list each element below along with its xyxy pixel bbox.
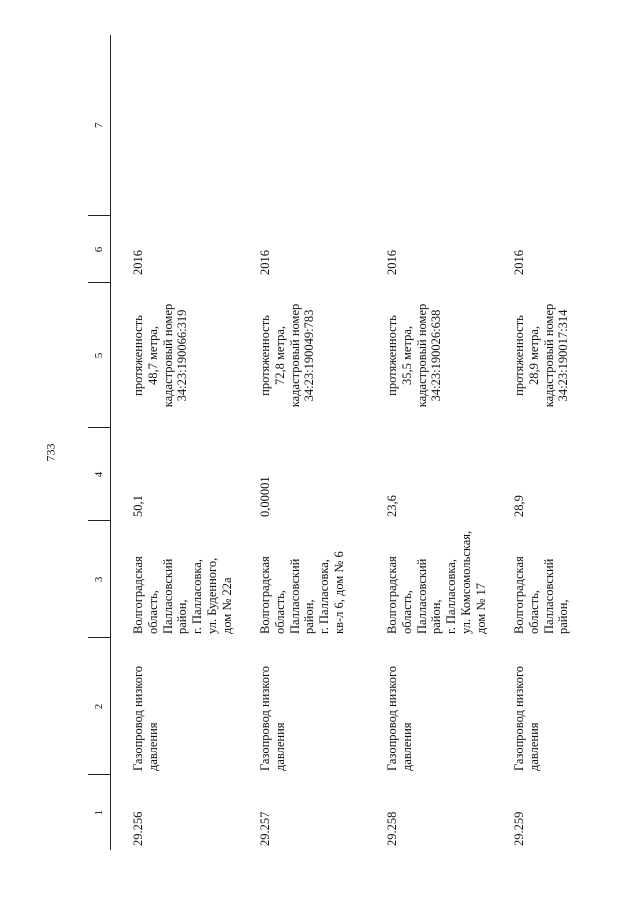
table-row (492, 35, 619, 850)
table-body (111, 35, 620, 850)
address-cell (238, 521, 365, 638)
address-line: район, (175, 599, 190, 634)
address-line: г. Палласовка, (190, 559, 204, 634)
address-line: г. Палласовка, (317, 559, 331, 634)
characteristics-line: протяженность (131, 315, 145, 396)
characteristics-cell (111, 283, 239, 428)
value-cell: 50,1 (131, 495, 145, 517)
address-cell (492, 521, 619, 638)
characteristics-line: 34:23:190017:314 (556, 309, 571, 402)
object-name-line: давления (526, 722, 541, 771)
object-name-cell (492, 638, 619, 775)
table-header (88, 35, 111, 850)
characteristics-line: протяженность (258, 315, 272, 396)
col-header-7: 7 (88, 35, 111, 216)
characteristics-line: кадастровый номер (160, 303, 175, 408)
object-name-cell (238, 638, 365, 775)
address-line: ул. Комсомольская, (458, 530, 473, 634)
characteristics-cell (492, 283, 619, 428)
address-cell (365, 521, 492, 638)
rotated-table-container (88, 35, 640, 850)
address-line: Волгоградская (385, 556, 399, 634)
address-line: Волгоградская (131, 556, 145, 634)
object-name-line: Газопровод низкого (131, 665, 145, 771)
object-name-cell (365, 638, 492, 775)
characteristics-line: 34:23:190026:638 (429, 309, 444, 402)
address-line: кв-л 6, дом № 6 (331, 551, 346, 634)
characteristics-line: 28,9 метра, (526, 326, 541, 385)
address-line: Палласовский (414, 558, 429, 634)
table-row (365, 35, 492, 850)
value-cell: 0,00001 (258, 476, 272, 517)
year-cell: 2016 (512, 250, 526, 275)
row-number-cell: 29.259 (512, 811, 526, 846)
col-header-2: 2 (88, 638, 111, 775)
characteristics-cell (365, 283, 492, 428)
address-line: Палласовский (160, 558, 175, 634)
characteristics-line: 34:23:190049:783 (302, 309, 317, 402)
row-number-cell: 29.257 (258, 811, 272, 846)
col-header-6: 6 (88, 216, 111, 283)
characteristics-line: 34:23:190066:319 (175, 309, 190, 402)
value-cell: 28,9 (512, 495, 526, 517)
characteristics-line: 72,8 метра, (272, 326, 287, 385)
object-name-line: давления (272, 722, 287, 771)
address-line: г. Палласовка, (444, 559, 458, 634)
address-line: область, (526, 590, 541, 634)
col-header-3: 3 (88, 521, 111, 638)
characteristics-line: кадастровый номер (414, 303, 429, 408)
object-name-line: давления (145, 722, 160, 771)
address-line: Волгоградская (512, 556, 526, 634)
row-number-cell: 29.258 (385, 811, 399, 846)
address-line: район, (556, 599, 571, 634)
characteristics-line: 48,7 метра, (145, 326, 160, 385)
object-name-line: давления (399, 722, 414, 771)
address-line: Волгоградская (258, 556, 272, 634)
year-cell: 2016 (385, 250, 399, 275)
value-cell: 23,6 (385, 495, 399, 517)
address-line: область, (399, 590, 414, 634)
address-line: район, (302, 599, 317, 634)
table-row (238, 35, 365, 850)
address-line: дом № 17 (473, 583, 488, 634)
object-name-cell (111, 638, 239, 775)
column-7-cell (238, 35, 365, 216)
col-header-5: 5 (88, 283, 111, 428)
object-name-line: Газопровод низкого (512, 665, 526, 771)
characteristics-line: 35,5 метра, (399, 326, 414, 385)
object-name-line: Газопровод низкого (385, 665, 399, 771)
address-line: область, (145, 590, 160, 634)
address-line: дом № 22а (219, 577, 234, 634)
object-name-line: Газопровод низкого (258, 665, 272, 771)
characteristics-line: кадастровый номер (541, 303, 556, 408)
address-line: Палласовский (541, 558, 556, 634)
characteristics-line: протяженность (385, 315, 399, 396)
property-table (88, 35, 619, 850)
row-number-cell: 29.256 (131, 811, 145, 846)
characteristics-cell (238, 283, 365, 428)
column-7-cell (365, 35, 492, 216)
address-line: Палласовский (287, 558, 302, 634)
year-cell: 2016 (131, 250, 145, 275)
column-7-cell (111, 35, 239, 216)
characteristics-line: протяженность (512, 315, 526, 396)
table-row (111, 35, 239, 850)
characteristics-line: кадастровый номер (287, 303, 302, 408)
col-header-1: 1 (88, 775, 111, 850)
page-number: 733 (43, 443, 58, 462)
year-cell: 2016 (258, 250, 272, 275)
column-7-cell (492, 35, 619, 216)
address-line: ул. Буденного, (204, 557, 219, 634)
address-line: район, (429, 599, 444, 634)
address-cell (111, 521, 239, 638)
col-header-4: 4 (88, 428, 111, 521)
address-line: область, (272, 590, 287, 634)
